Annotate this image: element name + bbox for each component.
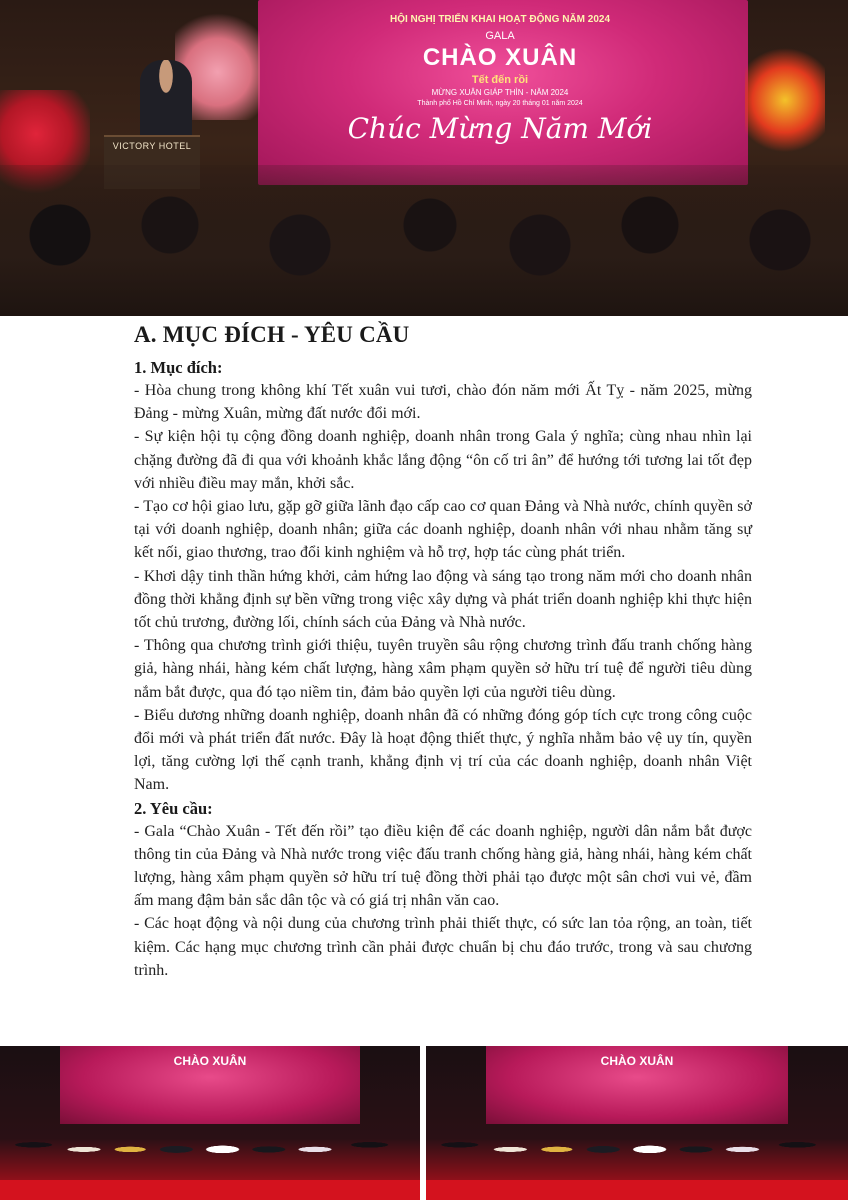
hero-photo — [0, 0, 848, 316]
banner-line-3: Thành phố Hồ Chí Minh, ngày 20 tháng 01 năm 2024 — [417, 100, 583, 107]
banner-subtitle: Tết đến rồi — [471, 74, 529, 86]
award-photo-right — [426, 1046, 848, 1200]
banner-header: HỘI NGHỊ TRIỂN KHAI HOẠT ĐỘNG NĂM 2024 — [389, 14, 611, 25]
flower-arrangement-right — [745, 40, 825, 160]
red-carpet — [0, 1180, 420, 1200]
stage-title: CHÀO XUÂN — [173, 1054, 247, 1068]
purpose-item: - Biểu dương những doanh nghiệp, doanh nhân đã có những đóng góp tích cực trong công cuộc đổi mới và phát triển đất nước. Đây là hoạt động thiết thực, ý nghĩa nhằm bảo vệ uy tín, quyền lợi, tăng cường lợi thế cạnh tranh, khẳng định vị trí của các doanh nghiệp, doanh nhân Việt Nam. — [134, 706, 752, 794]
purpose-item: - Hòa chung trong không khí Tết xuân vui tươi, chào đón năm mới Ất Tỵ - năm 2025, mừng Đảng - mừng Xuân, mừng đất nước đổi mới. — [134, 382, 752, 423]
banner-title: CHÀO XUÂN — [422, 44, 578, 71]
stage-title: CHÀO XUÂN — [600, 1054, 674, 1068]
podium-sign: VICTORY HOTEL — [112, 141, 192, 151]
banner-script: Chúc Mừng Năm Mới — [347, 112, 653, 145]
section-title: A. MỤC ĐÍCH - YÊU CẦU — [134, 322, 410, 347]
purpose-item: - Khơi dậy tinh thần hứng khởi, cảm hứng lao động và sáng tạo trong năm mới cho doanh nhân đồng thời khẳng định sự bền vững trong việc xây dựng và phát triển doanh nghiệp khi thực hiện tốt chủ trương, đường lối, chính sách của Đảng và Nhà nước. — [134, 567, 752, 632]
audience — [0, 165, 848, 316]
speaker — [140, 60, 192, 140]
requirement-item: - Gala “Chào Xuân - Tết đến rồi” tạo điều kiện để các doanh nghiệp, người dân nắm bắt được thông tin của Đảng và Nhà nước trong việc đấu tranh chống hàng giả, hàng nhái, hàng kém chất lượng, hàng xâm phạm quyền sở hữu trí tuệ đồng thời phải tạo được một sân chơi vui vẻ, đầm ấm mang đậm bản sắc dân tộc và có giá trị nhân văn cao. — [134, 822, 752, 910]
purpose-item: - Sự kiện hội tụ cộng đồng doanh nghiệp, doanh nhân trong Gala ý nghĩa; cùng nhau nhìn lại chặng đường đã đi qua với khoảnh khắc lắng động “ôn cố tri ân” để hướng tới tương lai tốt đẹp với nhiều điều may mắn, khởi sắc. — [134, 428, 752, 492]
purpose-item: - Tạo cơ hội giao lưu, gặp gỡ giữa lãnh đạo cấp cao cơ quan Đảng và Nhà nước, chính quyền sở tại với doanh nghiệp, doanh nhân; giữa các doanh nghiệp, doanh nhân với nhau nhằm tăng sự kết nối, giao thương, trao đổi kinh nghiệm và hỗ trợ, hợp tác cùng phát triển. — [134, 498, 752, 562]
requirement-item: - Các hoạt động và nội dung của chương trình phải thiết thực, có sức lan tỏa rộng, an toàn, tiết kiệm. Các hạng mục chương trình cần phải được chuẩn bị chu đáo trước, trong và sau chương trình. — [134, 915, 752, 979]
purpose-item: - Thông qua chương trình giới thiệu, tuyên truyền sâu rộng chương trình đấu tranh chống hàng giả, hàng nhái, hàng kém chất lượng, hàng xâm phạm quyền sở hữu trí tuệ để người tiêu dùng nắm bắt được, qua đó tạo niềm tin, đảm bảo quyền lợi của người tiêu dùng. — [134, 637, 752, 701]
banner-gala: GALA — [485, 30, 515, 42]
requirement-heading: 2. Yêu cầu: — [134, 798, 213, 818]
award-photo-left — [0, 1046, 420, 1200]
main-content — [134, 322, 752, 982]
red-carpet — [426, 1180, 848, 1200]
purpose-heading: 1. Mục đích: — [134, 358, 223, 377]
banner-line-2: MỪNG XUÂN GIÁP THÌN - NĂM 2024 — [431, 88, 569, 97]
